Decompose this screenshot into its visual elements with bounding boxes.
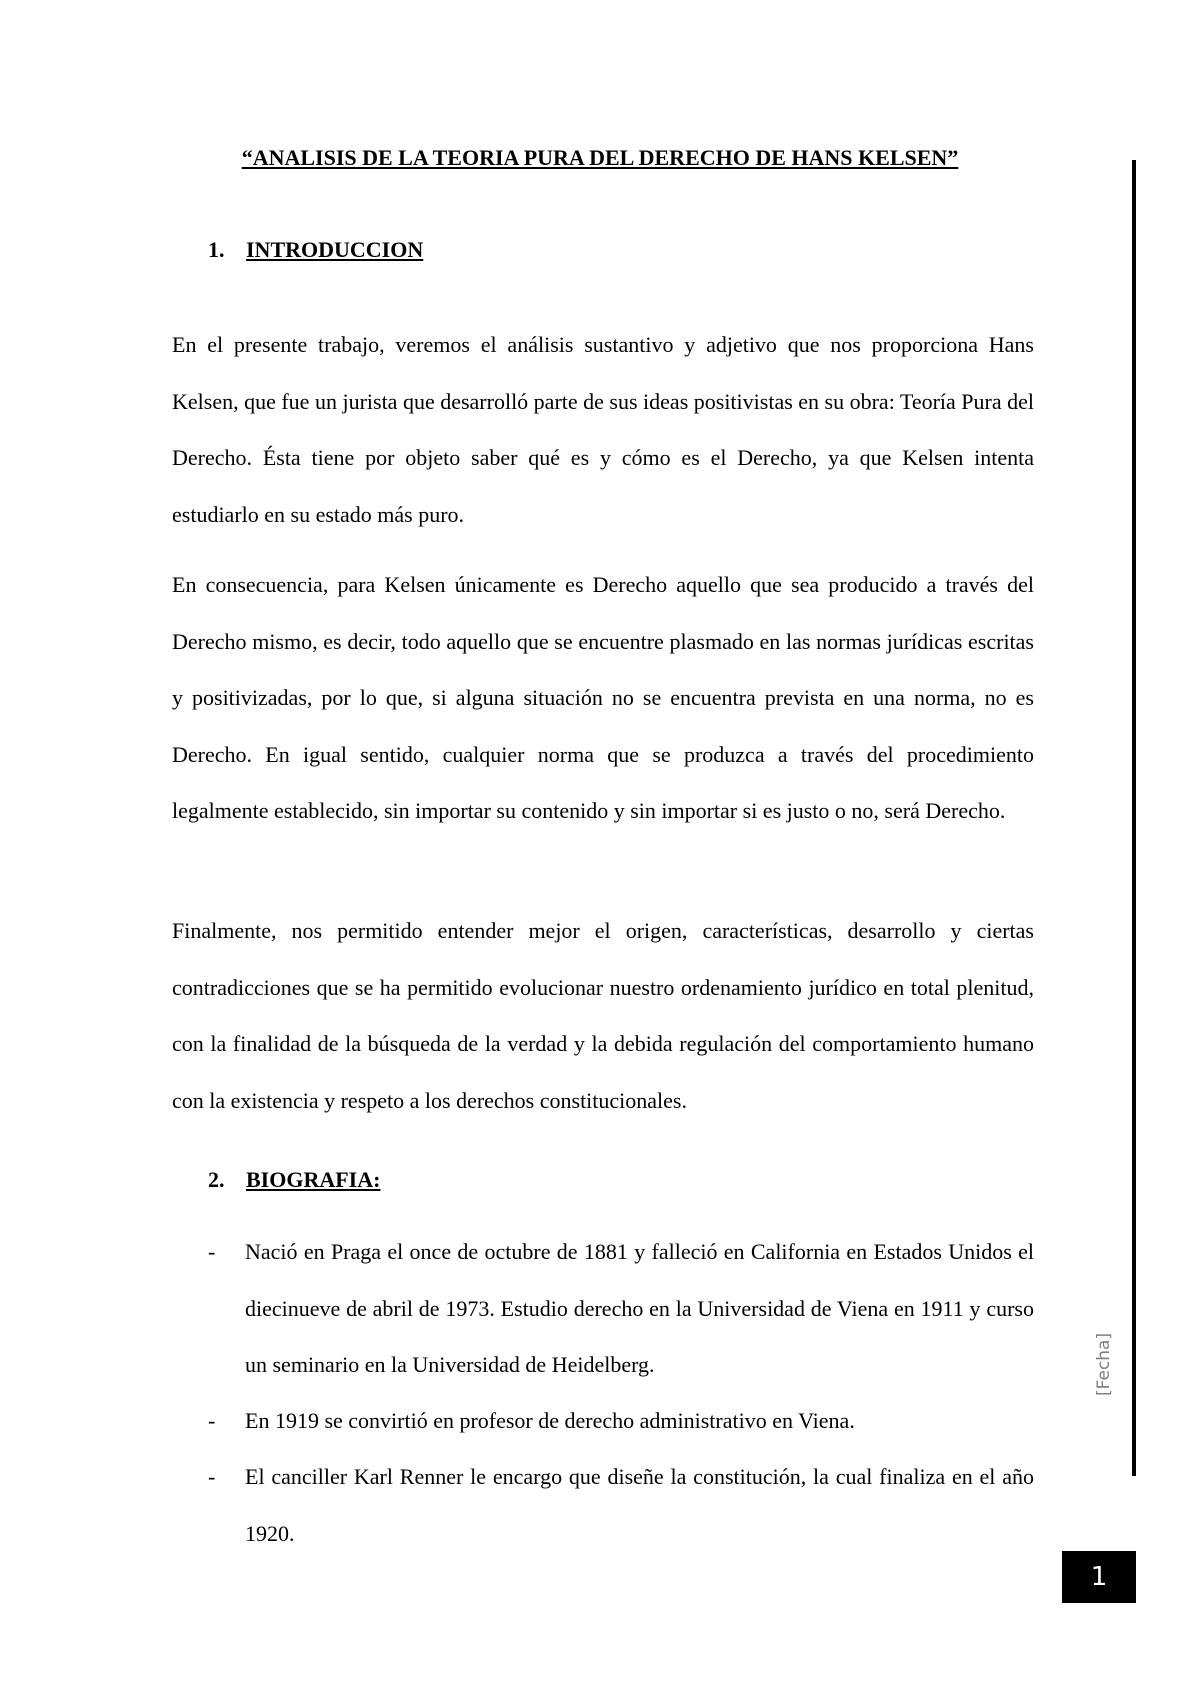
document-title: “ANALISIS DE LA TEORIA PURA DEL DERECHO DE HANS KELSEN” bbox=[241, 145, 959, 170]
biography-item bbox=[208, 1393, 1034, 1450]
section-1-title: INTRODUCCION bbox=[246, 237, 424, 262]
section-2-title: BIOGRAFIA: bbox=[246, 1167, 381, 1192]
biography-item-text: Nació en Praga el once de octubre de 1881 y falleció en California en Estados Unidos el diecinueve de abril de 1973. Estudio derecho en la Universidad de Viena en 1911 y curso un seminario en la Universidad de Heidelberg. bbox=[245, 1239, 1034, 1377]
biography-item-text: El canciller Karl Renner le encargo que diseñe la constitución, la cual finaliza en el año 1920. bbox=[245, 1464, 1034, 1546]
section-1-heading bbox=[208, 236, 423, 264]
biography-item bbox=[208, 1224, 1034, 1394]
margin-rule bbox=[1132, 160, 1136, 1476]
biography-item-text: En 1919 se convirtió en profesor de derecho administrativo en Viena. bbox=[245, 1408, 855, 1433]
date-placeholder: [Fecha] bbox=[1094, 1332, 1114, 1396]
bullet-dash: - bbox=[208, 1464, 216, 1489]
intro-paragraph-1: En el presente trabajo, veremos el análisis sustantivo y adjetivo que nos proporciona Hans Kelsen, que fue un jurista que desarrolló parte de sus ideas positivistas en su obra: Teoría Pura del Derecho. Ésta tiene por objeto saber qué es y cómo es el Derecho, ya que Kelsen intenta estudiarlo en su estado más puro. bbox=[172, 332, 1034, 527]
page-number: 1 bbox=[1062, 1551, 1136, 1603]
biography-item bbox=[208, 1449, 1034, 1562]
section-2-heading bbox=[208, 1166, 380, 1194]
section-1-number: 1. bbox=[208, 237, 225, 262]
section-2-number: 2. bbox=[208, 1167, 225, 1192]
intro-paragraph-2: En consecuencia, para Kelsen únicamente es Derecho aquello que sea producido a través del Derecho mismo, es decir, todo aquello que se encuentre plasmado en las normas jurídicas escritas y positivizadas, por lo que, si alguna situación no se encuentra prevista en una norma, no es Derecho. En igual sentido, cualquier norma que se produzca a través del procedimiento legalmente establecido, sin importar su contenido y sin importar si es justo o no, será Derecho. bbox=[172, 572, 1034, 823]
bullet-dash: - bbox=[208, 1239, 216, 1264]
intro-paragraph-3: Finalmente, nos permitido entender mejor el origen, características, desarrollo y ciertas contradicciones que se ha permitido evolucionar nuestro ordenamiento jurídico en total plenitud, con la finalidad de la búsqueda de la verdad y la debida regulación del comportamiento humano con la existencia y respeto a los derechos constitucionales. bbox=[172, 918, 1034, 1113]
bullet-dash: - bbox=[208, 1408, 216, 1433]
